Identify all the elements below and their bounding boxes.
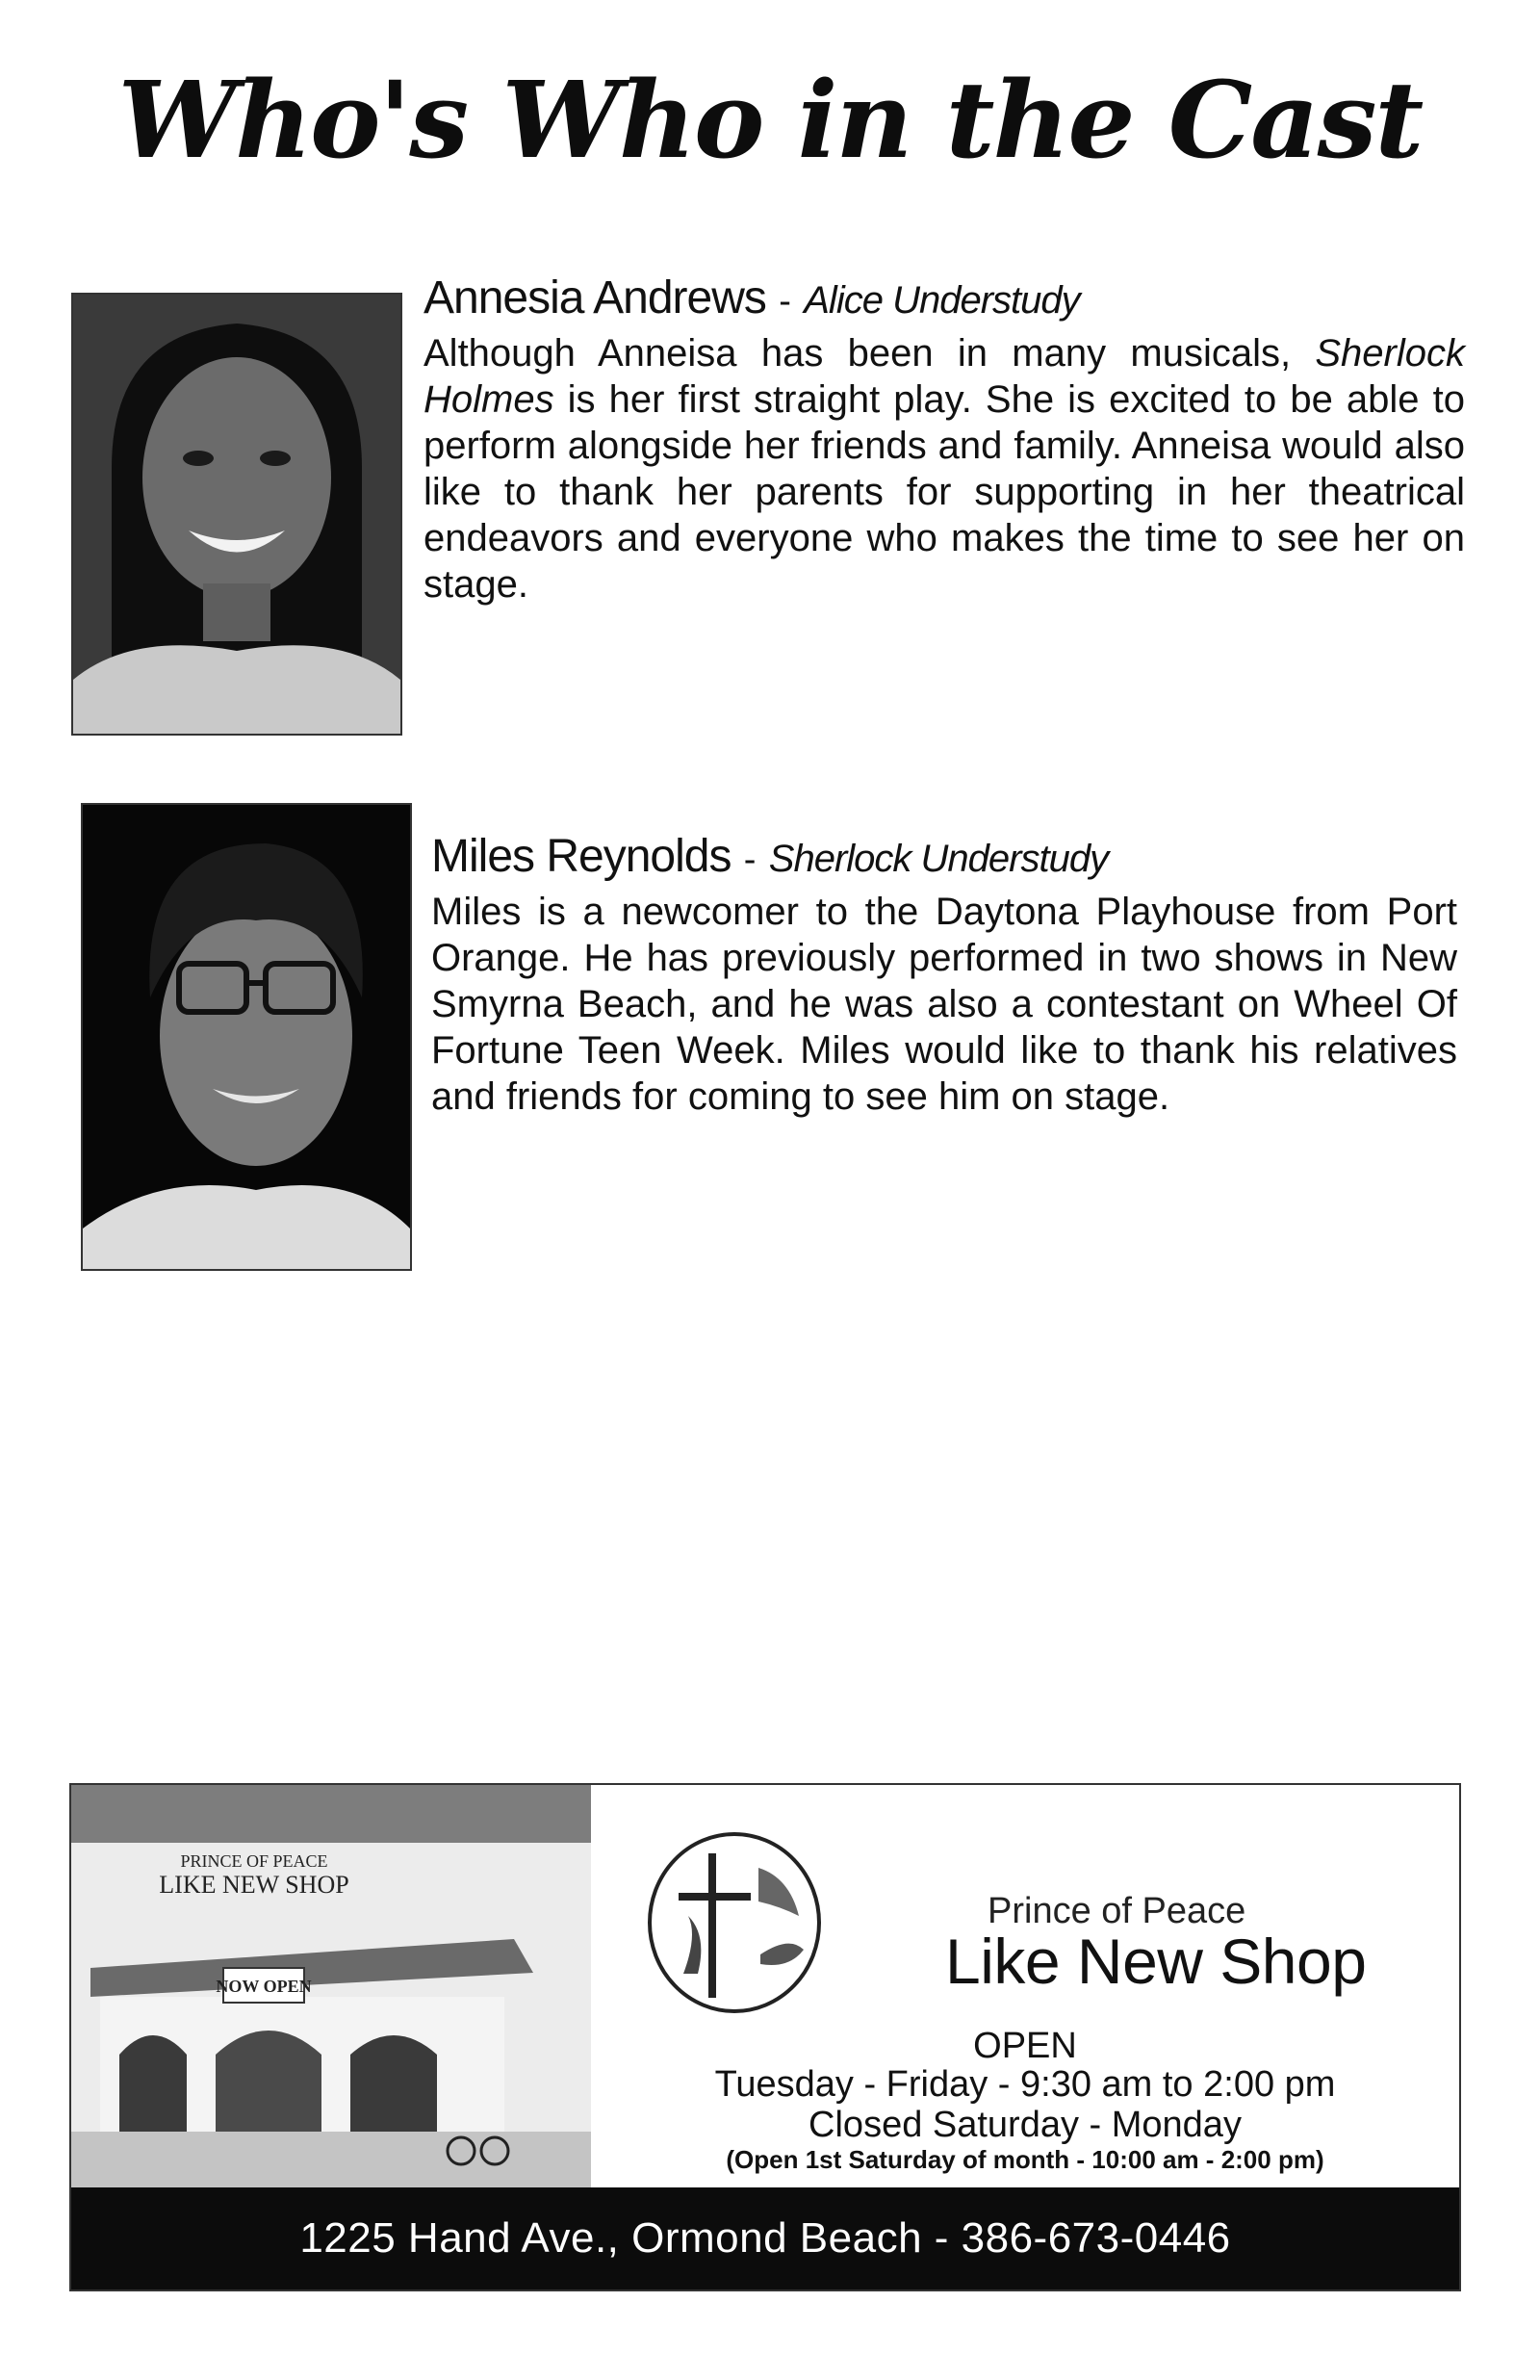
shop-address-bar: 1225 Hand Ave., Ormond Beach - 386-673-0446 xyxy=(71,2187,1459,2289)
cast-heading xyxy=(424,272,1465,328)
shop-subtitle: Prince of Peace xyxy=(988,1891,1246,1931)
page-title: Who's Who in the Cast xyxy=(117,58,1423,182)
cast-photo-miles xyxy=(81,803,412,1271)
cast-heading xyxy=(431,830,1457,887)
cast-bio-text xyxy=(424,330,1465,608)
shop-advertisement xyxy=(69,1783,1461,2291)
shop-hours xyxy=(591,2064,1459,2145)
storefront-sign-line1: PRINCE OF PEACE xyxy=(180,1851,328,1871)
hours-note: (Open 1st Saturday of month - 10:00 am - 2:00 pm) xyxy=(726,2145,1324,2174)
hours-weekday: Tuesday - Friday - 9:30 am to 2:00 pm xyxy=(714,2064,1336,2105)
cast-separator: - xyxy=(743,840,757,880)
cast-bio-annesia xyxy=(424,272,1465,608)
shop-info-panel xyxy=(591,1785,1459,2187)
cast-role: Sherlock Understudy xyxy=(768,838,1109,880)
cast-photo-annesia xyxy=(71,293,402,736)
cast-name: Annesia Andrews xyxy=(424,272,766,323)
cross-dove-seal-icon xyxy=(645,1829,824,2016)
cast-name: Miles Reynolds xyxy=(431,831,732,882)
now-open-sign: NOW OPEN xyxy=(216,1977,312,1996)
cast-separator: - xyxy=(779,281,791,322)
hours-closed: Closed Saturday - Monday xyxy=(808,2105,1242,2145)
shop-title: Like New Shop xyxy=(945,1926,1367,1997)
open-label: OPEN xyxy=(973,2026,1077,2066)
shop-storefront-photo xyxy=(71,1785,591,2187)
cast-role: Alice Understudy xyxy=(804,279,1080,322)
cast-bio-text: Miles is a newcomer to the Daytona Playhouse from Port Orange. He has previously performed in two shows in New Smyrna Beach, and he was also a contestant on Wheel Of Fortune Teen Week. Miles would like to thank his relatives and friends for coming to see him on stage. xyxy=(431,891,1457,1118)
storefront-sign-line2: LIKE NEW SHOP xyxy=(159,1871,349,1899)
bio-text-part: Although Anneisa has been in many musicals, xyxy=(424,332,1316,375)
bio-show-title: Sherlock Holmes xyxy=(424,332,1465,421)
cast-bio-miles xyxy=(431,830,1457,1120)
bio-text-part: is her first straight play. She is excited to be able to perform alongside her friends and family. Anneisa would also like to thank her parents for supporting in her theatrical endeavors and everyone who makes the time to see her on stage. xyxy=(424,378,1465,606)
